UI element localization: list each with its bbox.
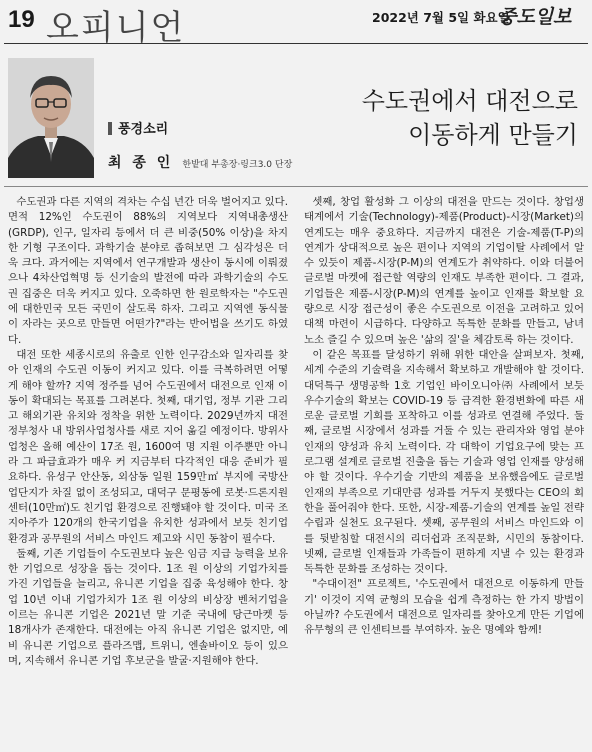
publication-date: 2022년 7월 5일 화요일 bbox=[372, 10, 510, 25]
page-number: 19 bbox=[8, 6, 35, 33]
author-photo bbox=[8, 58, 94, 178]
portrait-image bbox=[8, 58, 94, 178]
paragraph-2: 대전 또한 세종시로의 유출로 인한 인구감소와 일자리를 찾아 인재의 수도권 이동이 커지고 있다. 이를 극복하려면 어떻게 해야 할까? 지역 정주를 넘어 수도권에서 대전으로 인재 이동이 확대되는 목표를 그려본다. 첫째, 대기업, 정부 기관 그리고 해외기관 유치와 정착을 위한 노력이다. 2029년까지 대전정부청사 내 방위사업청사를 새로 지어 옮길 예정이다. 방위사업청은 올해 예산이 17조 원, 1600여 명 지원 이주뿐만 아니라 그 파급효과가 매우 커 지금부터 다각적인 대응 준비가 필요하다. 유성구 안산동, 외삼동 일원 159만㎡ 부지에 국방산업단지가 차질 없이 조성되고, 대덕구 문평동에 로봇·드론지원센터(10만㎡)도 친기업 환경으로 진행돼야 할 것이다. 미국 조지아주가 120개의 한국기업을 유치한 성과에서 보듯 친기업 환경과 공무원의 서비스 마인드 제고와 시민 동참이 필수다. bbox=[8, 348, 288, 545]
column-label bbox=[108, 118, 168, 137]
paragraph-1: 수도권과 다른 지역의 격차는 수십 년간 더욱 벌어지고 있다. 면적 12%인 수도권이 88%의 지역보다 지역내총생산(GRDP), 인구, 일자리 등에서 더 큰 비중(50% 이상)을 차지한 기형 구조이다. 과학기술 분야로 좁혀보면 그 심각성은 더욱 크다. 과거에는 지역에서 연구개발과 생산이 동시에 이뤄졌으나 4차산업혁명 등 신기술의 발전에 따라 과학기술의 수도권 집중은 더욱 커지고 있다. 오죽하면 한 원로학자는 "수도권에 대한민국 모든 국민이 살도록 하자. 그리고 지역엔 동식물이 자라는 곳으로 만들면 어떤가?"라는 반어법을 쓰기도 하였다. bbox=[8, 196, 288, 346]
author-name: 최 종 인 bbox=[108, 155, 174, 171]
author-title: 한밭대 부총장·링크3.0 단장 bbox=[182, 160, 293, 170]
section-title: 오피니언 bbox=[46, 8, 186, 48]
article-column-right bbox=[304, 195, 584, 639]
column-label-text: 풍경소리 bbox=[118, 122, 169, 137]
article-column-left bbox=[8, 195, 288, 669]
paragraph-3: 둘째, 기존 기업들이 수도권보다 높은 임금 지급 능력을 보유한 기업으로 성장을 돕는 것이다. 1조 원 이상의 기업가치를 가진 기업들을 늘리고, 유니콘 기업을 집중 육성해야 한다. 창업 10년 이내 기업가치가 1조 원 이상의 비상장 벤처기업을 이르는 유니콘 기업은 2021년 말 기준 국내에 당근마켓 등 18개사가 존재한다. 대전에는 아직 유니콘 기업은 없지만, 예비 유니콘 기업으로 플라즈맵, 트위니, 엔솔바이오 등이 있으며, 지속해서 유니콘 기업 후보군을 발굴·지원해야 한다. bbox=[8, 547, 288, 667]
headline-line-2: 이동하게 만들기 bbox=[408, 121, 578, 149]
author-byline bbox=[108, 152, 292, 172]
column-label-marker bbox=[108, 122, 112, 135]
paragraph-5: 이 같은 목표를 달성하기 위해 위한 대안을 살펴보자. 첫째, 세계 수준의 기술력을 지속해서 확보하고 개발해야 할 것이다. 대덕특구 생명공학 1호 기업인 바이오니아㈜ 사례에서 보듯 우수기술의 확보는 COVID-19 등 급격한 환경변화에 따른 새로운 글로벌 기회를 포착하고 이를 성과로 연결해 주었다. 둘째, 글로벌 시장에서 성과를 거둘 수 있는 관리자와 영업 분야 인재의 양성과 유치 노력이다. 각 대학이 기업요구에 맞는 프로그램 설계로 글로벌 진출을 돕는 기술과 영업 인재를 양성해야 할 것이다. 우수기술 기반의 제품을 보유했음에도 글로벌 인재의 부족으로 기대만큼 성과를 거두지 못했다는 CEO의 회한을 풀어줘야 한다. 또한, 시장-제품-기술의 연계를 높일 전략 수립과 실천도 요구된다. 셋째, 공무원의 서비스 마인드와 이를 뒷받침할 대전시의 리더쉽과 조직문화, 시민의 동참이다. 넷째, 글로벌 인재들과 가족들이 편하게 지낼 수 있는 환경과 독특한 문화를 조성하는 것이다. bbox=[304, 348, 584, 576]
paragraph-4: 셋째, 창업 활성화 그 이상의 대전을 만드는 것이다. 창업생태계에서 기술(Technology)-제품(Product)-시장(Market)의 연계도는 매우 중요하다. 지금까지 대전은 기술-제품(T-P)의 연계가 상대적으로 높은 편이나 지역의 기업이탈 사례에서 알 수 있듯이 제품-시장(P-M)의 연계도가 취약하다. 이와 더불어 글로벌 마켓에 접근할 역량의 인재도 부족한 편이다. 그 결과, 기업들은 제품-시장(P-M)의 연계를 높이고 인재를 확보할 요량으로 시장 접근성이 좋은 수도권으로 이전을 고려하고 있어 대책 마련이 시급하다. 다양하고 독특한 문화를 만들고, 남녀노소 즐길 수 있으며 높은 '삶의 질'을 체감토록 하는 것이다. bbox=[304, 196, 584, 346]
headline bbox=[278, 84, 578, 152]
newspaper-logo: 중도일보 bbox=[498, 6, 572, 28]
header-separator bbox=[4, 186, 588, 187]
headline-line-1: 수도권에서 대전으로 bbox=[361, 87, 578, 115]
masthead-rule bbox=[4, 43, 588, 44]
masthead bbox=[0, 0, 592, 48]
paragraph-6: "수대이전" 프로젝트, '수도권에서 대전으로 이동하게 만들기' 이것이 지역 균형의 모습을 쉽게 측정하는 한 가지 방법이 아닐까? 수도권에서 대전으로 일자리를 찾아오게 만든 기업에 유무형의 큰 인센티브를 부여하자. 높은 명예와 함께! bbox=[304, 578, 584, 637]
